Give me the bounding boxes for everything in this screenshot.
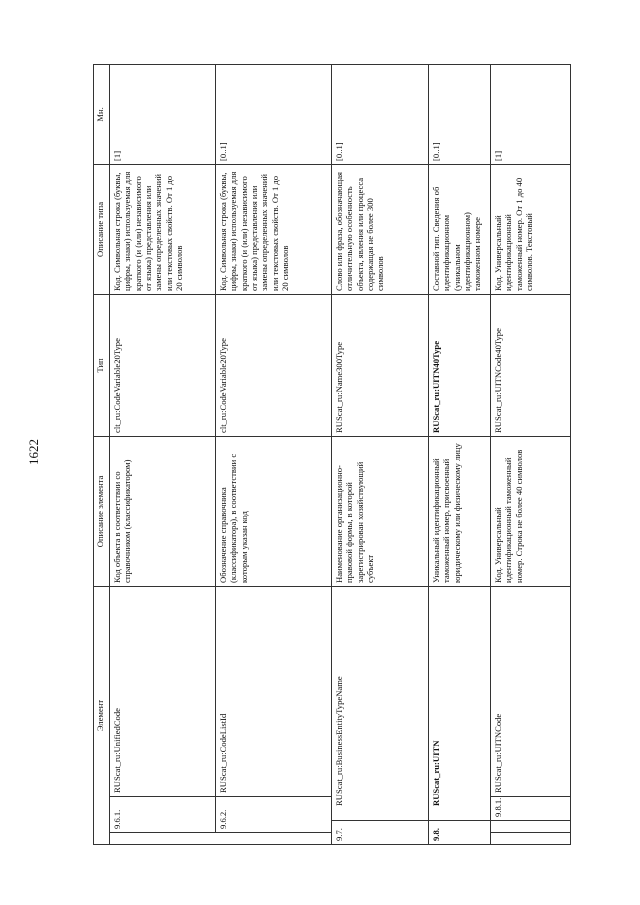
element-name: RUScat_ru:UITN: [429, 586, 491, 820]
type-name: clt_ru:CodeVariable20Type: [110, 294, 216, 436]
table-row: [491, 64, 571, 844]
element-name: RUScat_ru:UITNCode: [491, 586, 571, 796]
element-description: Код объекта в соответствии со справочником (классификатором): [110, 436, 216, 586]
row-number: 9.6.2.: [216, 797, 332, 833]
element-name: RUScat_ru:BusinessEntityTypeName: [332, 586, 429, 820]
header-element-desc: Описание элемента: [94, 436, 110, 586]
element-name: RUScat_ru:CodeListId: [216, 586, 332, 796]
header-type-desc: Описание типа: [94, 164, 110, 294]
element-description: Обозначение справочника (классификатора), в соответствии с которым указан код: [216, 436, 332, 586]
table-row: [110, 64, 216, 844]
multiplicity: [1]: [110, 64, 216, 164]
header-multiplicity: Мн.: [94, 64, 110, 164]
type-description: Код. Символьная строка (буквы, цифры, знаки) используемая для краткого (и (или) независимого от языка) представления или замены определенных значений или текстовых свойств. От 1 до 20 символов: [216, 164, 332, 294]
header-type: Тип: [94, 294, 110, 436]
elements-table: [93, 64, 571, 845]
row-number: 9.6.1.: [110, 797, 216, 833]
element-name: RUScat_ru:UnifiedCode: [110, 586, 216, 796]
type-description: Код. Символьная строка (буквы, цифры, знаки) используемая для краткого (и (или) независимого от языка) представления или замены определенных значений или текстовых свойств. От 1 до 20 символов: [110, 164, 216, 294]
type-name: RUScat_ru:UITNCode40Type: [491, 294, 571, 436]
type-name: clt_ru:CodeVariable20Type: [216, 294, 332, 436]
row-number: 9.8.: [429, 821, 491, 845]
multiplicity: [1]: [491, 64, 571, 164]
indent-cell: [491, 833, 571, 845]
table-header: [94, 64, 110, 844]
type-description: Код. Универсальный идентификационный таможенный номер. От 1 до 40 символов. Текстовый: [491, 164, 571, 294]
row-number: 9.8.1.: [491, 797, 571, 821]
header-element: Элемент: [94, 586, 110, 844]
type-description: Слово или фраза, обозначающая отличительную особенность объекта, явления или процесса содержащая не более 300 символов: [332, 164, 429, 294]
multiplicity: [0..1]: [332, 64, 429, 164]
indent-cell: [491, 821, 571, 833]
rotated-table-container: [93, 65, 613, 845]
element-description: Наименование организационно-правовой формы, в которой зарегистрирован хозяйствующий субъект: [332, 436, 429, 586]
table-row: [216, 64, 332, 844]
type-description: Составной тип. Сведения об идентификационном (уникальном идентификационном) таможенном номере: [429, 164, 491, 294]
page-number: 1622: [26, 439, 41, 465]
table-row: [429, 64, 491, 844]
type-name: RUScat_ru:Name300Type: [332, 294, 429, 436]
multiplicity: [0..1]: [429, 64, 491, 164]
multiplicity: [0..1]: [216, 64, 332, 164]
type-name: RUScat_ru:UITN40Type: [429, 294, 491, 436]
indent-cell: [110, 833, 332, 845]
row-number: 9.7.: [332, 821, 429, 845]
element-description: Код. Универсальный идентификационный таможенный номер. Строка не более 40 символов: [491, 436, 571, 586]
table-row: [332, 64, 429, 844]
element-description: Уникальный идентификационный таможенный номер, присвоенный юридическому или физическому лицу: [429, 436, 491, 586]
